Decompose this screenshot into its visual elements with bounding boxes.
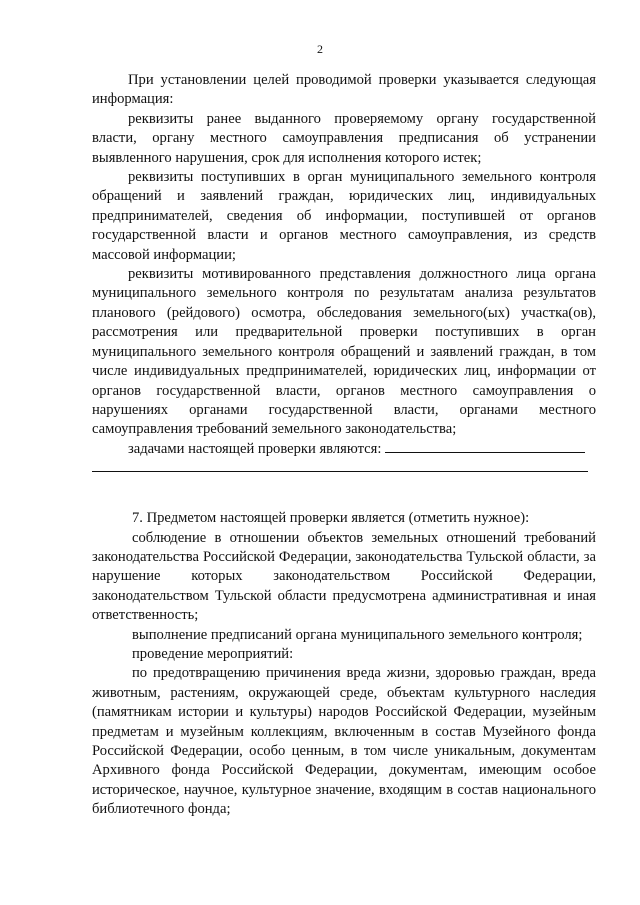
paragraph-tasks xyxy=(92,440,596,459)
tasks-label: задачами настоящей проверки являются: xyxy=(128,440,382,457)
tasks-fill-line-2 xyxy=(92,459,588,472)
paragraph-appeals-details: реквизиты поступивших в орган муниципального земельного контроля обращений и заявлений граждан, юридических лиц, индивидуальных предпринимателей, сведения об информации, поступившей от органов государственной власти и органов местного самоуправления, из средств массовой информации; xyxy=(92,169,596,263)
paragraph-prescriptions: выполнение предписаний органа муниципального земельного контроля; xyxy=(132,626,583,643)
section-7-heading: 7. Предметом настоящей проверки является (отметить нужное): xyxy=(132,510,530,527)
paragraph-goals-intro: При установлении целей проводимой проверки указывается следующая информация: xyxy=(92,72,596,108)
paragraph-motivated-submission: реквизиты мотивированного представления должностного лица органа муниципального земельного контроля по результатам анализа результатов планового (рейдового) осмотра, обследования земельного(ых) участка(ов), рассмотрения или предварительной проверки поступивших в орган муниципального земельного контроля обращений и заявлений граждан, в том числе индивидуальных предпринимателей, юридических лиц, информации от органов государственной власти, органов местного самоуправления о нарушениях органами государственной власти, органами местного самоуправления требований земельного законодательства; xyxy=(92,266,596,438)
tasks-fill-line xyxy=(385,440,585,453)
paragraph-compliance: соблюдение в отношении объектов земельных отношений требований законодательства Российской Федерации, законодательства Тульской области, за нарушение которых законодательством Российской Федерации, законодательством Тульской области предусмотрена административная и иная ответственность; xyxy=(92,529,596,624)
paragraph-measures: проведение мероприятий: xyxy=(132,645,294,662)
paragraph-prescription-details: реквизиты ранее выданного проверяемому органу государственной власти, органу местного самоуправления предписания об устранении выявленного нарушения, срок для исполнения которого истек; xyxy=(92,110,596,166)
paragraph-harm-prevention: по предотвращению причинения вреда жизни, здоровью граждан, вреда животным, растениям, окружающей среде, объектам культурного наследия (памятникам истории и культуры) народов Российской Федерации, музейным предметам и музейным коллекциям, включенным в состав Музейного фонда Российской Федерации, особо ценным, в том числе уникальным, документам Архивного фонда Российской Федерации, документам, имеющим особое историческое, научное, культурное значение, входящим в состав национального библиотечного фонда; xyxy=(92,665,596,818)
page-number: 2 xyxy=(317,42,323,56)
document-body xyxy=(92,71,596,820)
